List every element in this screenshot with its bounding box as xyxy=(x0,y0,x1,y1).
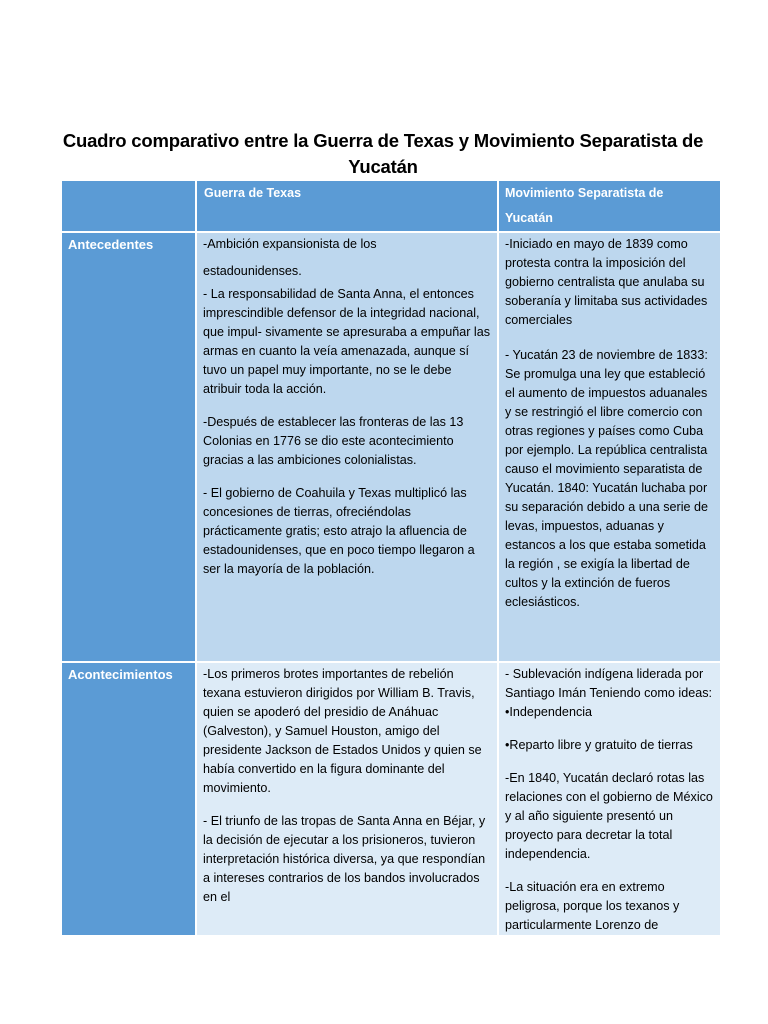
table-header-row xyxy=(62,181,720,231)
cell-texas-acontecimientos xyxy=(195,661,497,935)
yucatan-antecedente-1: -Iniciado en mayo de 1839 como protesta contra la imposición del gobierno centralista que anulaba su soberanía y limitaba sus actividades comerciales xyxy=(505,237,708,327)
row-label-antecedentes: Antecedentes xyxy=(62,231,195,661)
yucatan-acontecimiento-2: •Reparto libre y gratuito de tierras xyxy=(505,738,693,752)
row-label-acontecimientos: Acontecimientos xyxy=(62,661,195,935)
table-row-acontecimientos xyxy=(62,661,720,935)
table-row-antecedentes xyxy=(62,231,720,661)
cell-yucatan-antecedentes xyxy=(497,231,720,661)
texas-antecedente-2: - La responsabilidad de Santa Anna, el entonces imprescindible defensor de la integridad nacional, que impul- sivamente se apresuraba a empuñar las armas en cuanto la veía amenazada, aunque sí tuvo un papel muy importante, no se le debe atribuir toda la acción. xyxy=(203,287,491,396)
texas-acontecimiento-1: -Los primeros brotes importantes de rebelión texana estuvieron dirigidos por William B. Travis, quien se apoderó del presidio de Anáhuac (Galveston), y Samuel Houston, amigo del presidente Jackson de Estados Unidos y quien se había convertido en la figura dominante del movimiento. xyxy=(203,667,482,795)
comparison-table xyxy=(62,181,720,935)
texas-antecedente-4: - El gobierno de Coahuila y Texas multiplicó las concesiones de tierras, ofreciéndolas prácticamente gratis; esto atrajo la afluencia de estadounidenses, que en poco tiempo llegaron a ser la mayoría de la población. xyxy=(203,486,475,576)
header-yucatan-line-1: Movimiento Separatista de xyxy=(505,186,664,200)
yucatan-antecedente-2: - Yucatán 23 de noviembre de 1833: Se promulga una ley que estableció el aumento de impuestos aduanales y se restringió el libre comercio con otras regiones y países como Cuba por ejemplo. La república centralista causo el movimiento separatista de Yucatán. 1840: Yucatán luchaba por su separación debido a una serie de levas, impuestos, aduanas y estancos a los que estaba sometida la región , se exigía la libertad de cultos y la extinción de fueros eclesiásticos. xyxy=(505,348,709,609)
yucatan-acontecimiento-1: - Sublevación indígena liderada por Santiago Imán Teniendo como ideas: •Independencia xyxy=(505,667,713,719)
title-line-1: Cuadro comparativo entre la Guerra de Texas y Movimiento Separatista de xyxy=(62,130,704,151)
title-line-2: Yucatán xyxy=(348,156,418,177)
yucatan-acontecimiento-3: -En 1840, Yucatán declaró rotas las relaciones con el gobierno de México y al año siguiente presentó un proyecto para decretar la total independencia. xyxy=(505,771,713,861)
texas-acontecimiento-2: - El triunfo de las tropas de Santa Anna en Béjar, y la decisión de ejecutar a los prisioneros, tuvieron interpretación histórica diversa, ya que respondían a intereses contrarios de los bandos involucrados en el xyxy=(203,814,486,904)
texas-antecedente-1b: estadounidenses. xyxy=(203,264,302,278)
texas-antecedente-3: -Después de establecer las fronteras de las 13 Colonias en 1776 se dio este acontecimiento gracias a las ambiciones colonialistas. xyxy=(203,415,464,467)
header-movimiento-yucatan xyxy=(497,181,720,231)
header-empty-cell xyxy=(62,181,195,231)
cell-texas-antecedentes xyxy=(195,231,497,661)
header-yucatan-line-2: Yucatán xyxy=(505,211,553,225)
document-title xyxy=(62,128,704,180)
yucatan-acontecimiento-4: -La situación era en extremo peligrosa, porque los texanos y particularmente Lorenzo de xyxy=(505,880,680,932)
cell-yucatan-acontecimientos xyxy=(497,661,720,935)
texas-antecedente-1a: -Ambición expansionista de los xyxy=(203,237,377,251)
header-guerra-texas: Guerra de Texas xyxy=(195,181,497,231)
